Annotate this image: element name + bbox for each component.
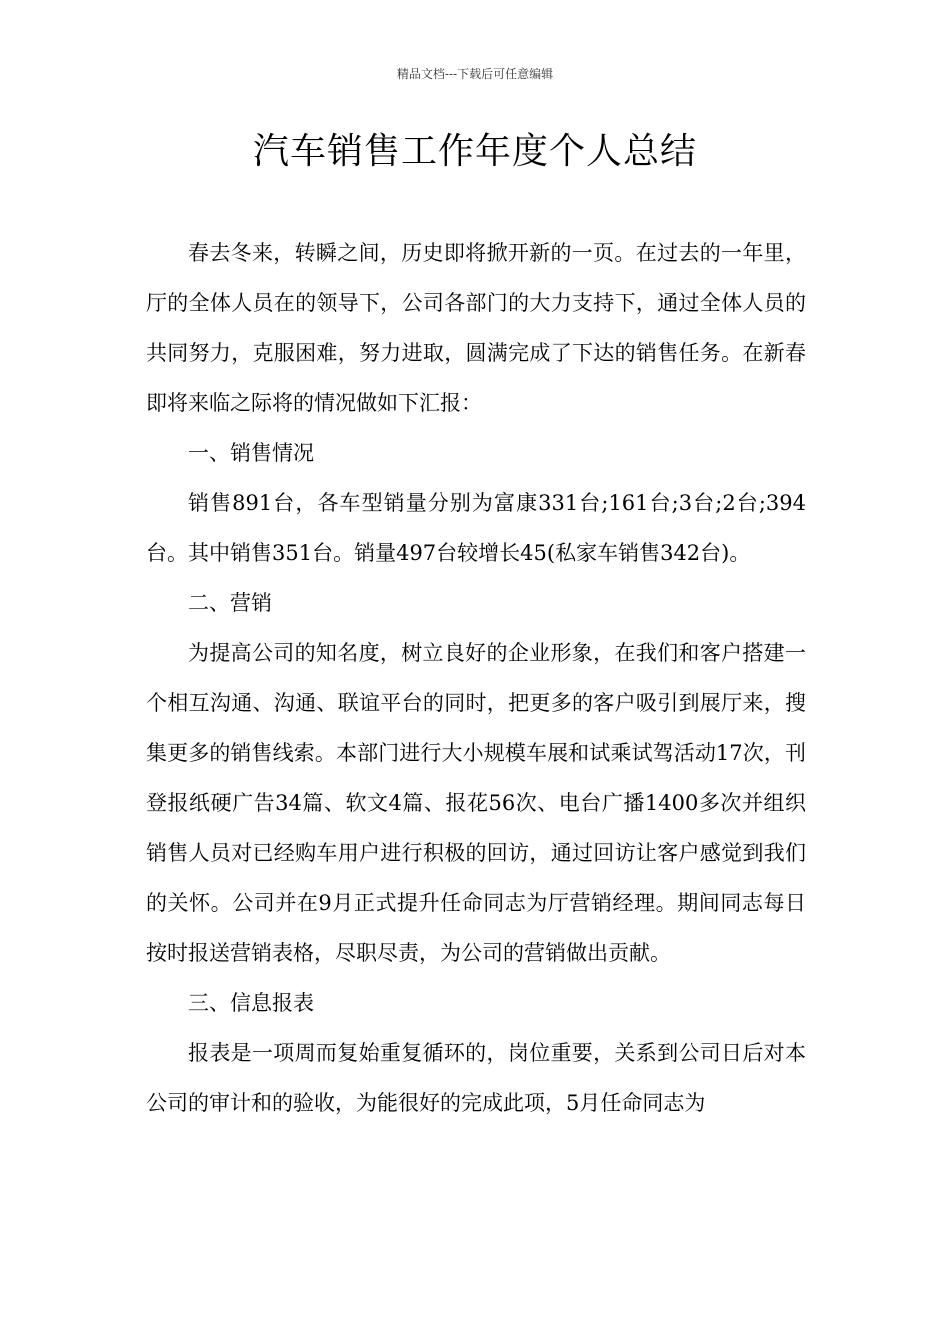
document-body: [146, 228, 806, 1128]
paragraph-sales: 销售891台，各车型销量分别为富康331台;161台;3台;2台;394台。其中销售351台。销量497台较增长45(私家车销售342台)。: [146, 491, 806, 565]
header-note: 精品文档---下载后可任意编辑: [396, 67, 554, 81]
paragraph-reports: 报表是一项周而复始重复循环的，岗位重要，关系到公司日后对本公司的审计和的验收，为能很好的完成此项，5月任命同志为: [146, 1041, 806, 1115]
paragraph-intro: 春去冬来，转瞬之间，历史即将掀开新的一页。在过去的一年里，厅的全体人员在的领导下，公司各部门的大力支持下，通过全体人员的共同努力，克服困难，努力进取，圆满完成了下达的销售任务。在新春即将来临之际将的情况做如下汇报：: [146, 241, 806, 415]
section-heading-reports: 三、信息报表: [188, 991, 314, 1015]
paragraph-marketing: 为提高公司的知名度，树立良好的企业形象，在我们和客户搭建一个相互沟通、沟通、联谊平台的同时，把更多的客户吸引到展厅来，搜集更多的销售线索。本部门进行大小规模车展和试乘试驾活动17次，刊登报纸硬广告34篇、软文4篇、报花56次、电台广播1400多次并组织销售人员对已经购车用户进行积极的回访，通过回访让客户感觉到我们的关怀。公司并在9月正式提升任命同志为厅营销经理。期间同志每日按时报送营销表格，尽职尽责，为公司的营销做出贡献。: [146, 641, 806, 965]
section-heading-marketing: 二、营销: [188, 591, 272, 615]
section-heading-sales: 一、销售情况: [188, 441, 314, 465]
document-title: 汽车销售工作年度个人总结: [252, 131, 697, 172]
